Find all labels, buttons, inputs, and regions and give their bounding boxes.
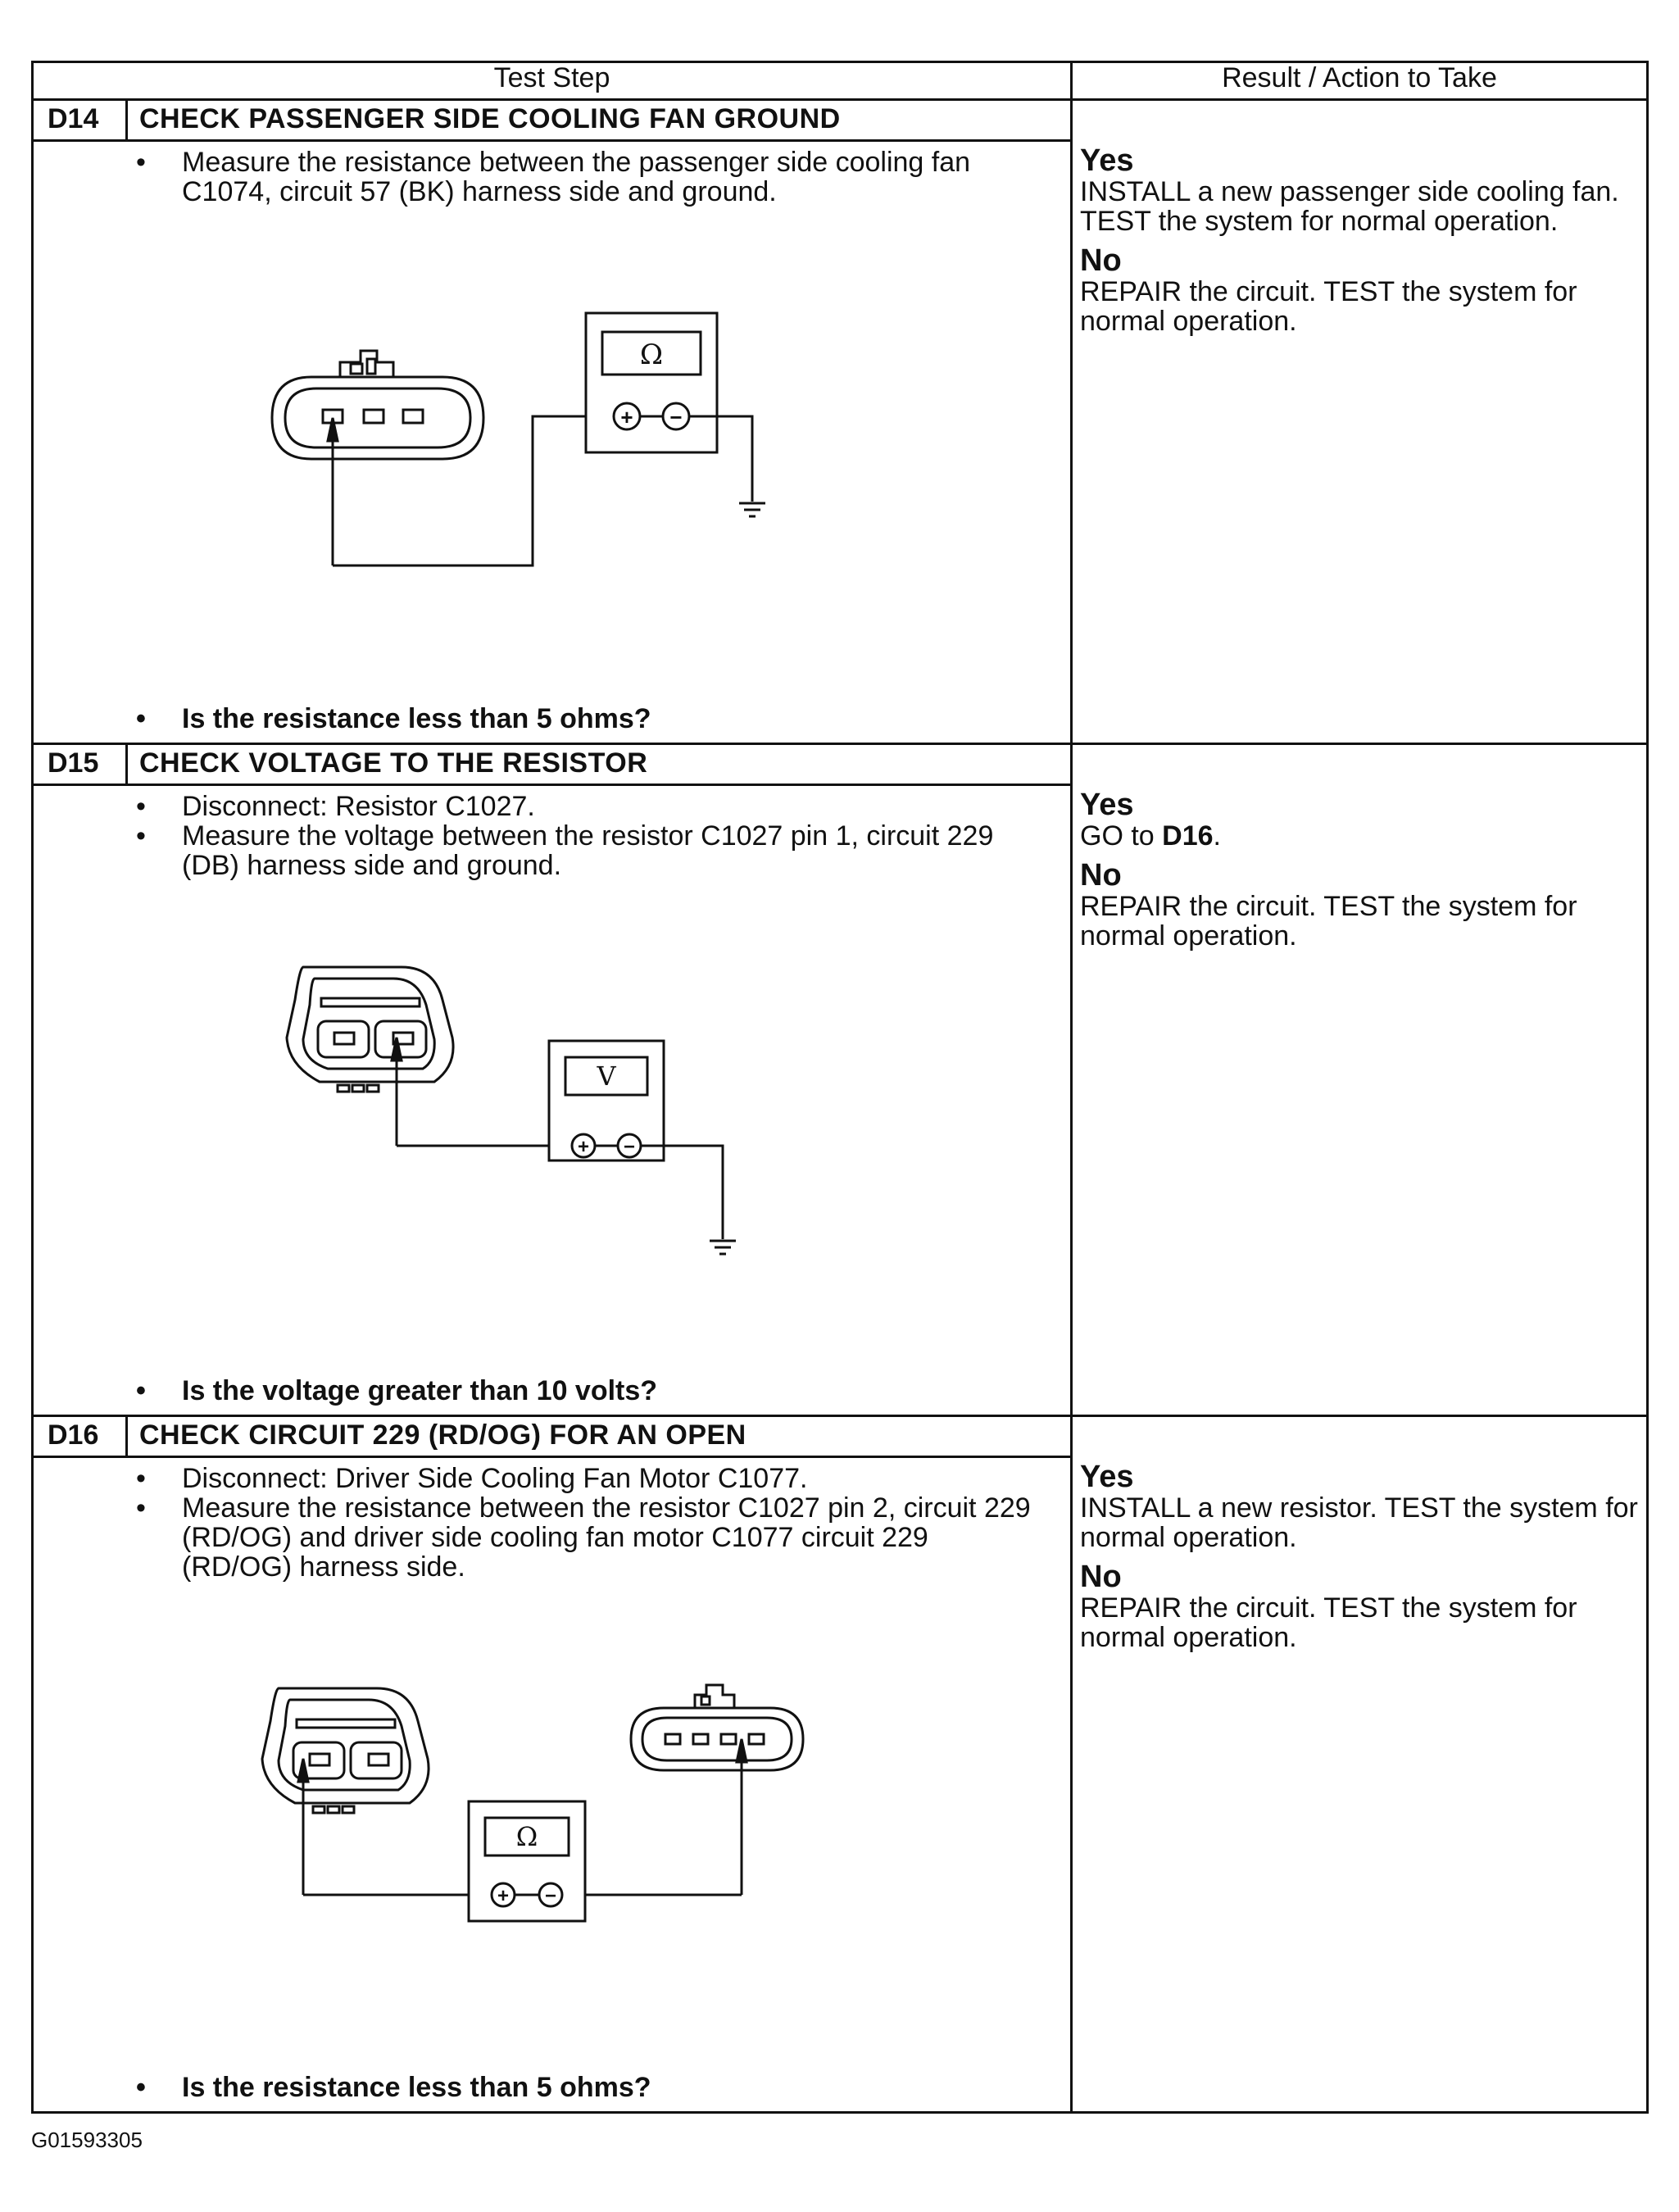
- yes-label: Yes: [1080, 143, 1134, 178]
- header-test-step: Test Step: [493, 62, 610, 93]
- yes-label: Yes: [1080, 788, 1134, 822]
- step-id-d15: D15: [48, 747, 99, 779]
- no-label: No: [1080, 1560, 1122, 1594]
- step-title-d16: CHECK CIRCUIT 229 (RD/OG) FOR AN OPEN: [139, 1419, 746, 1451]
- plus-terminal-label: +: [497, 1885, 510, 1907]
- instructions-d16: [136, 1464, 1046, 1582]
- minus-terminal-label: −: [544, 1885, 557, 1907]
- ohmmeter: [586, 313, 717, 452]
- d15-id-divider: [125, 743, 128, 785]
- result-d16: [1080, 1460, 1645, 1652]
- meter-symbol-d15: V: [597, 1061, 616, 1092]
- table-border-left: [31, 61, 34, 2114]
- no-action: REPAIR the circuit. TEST the system for normal operation.: [1080, 276, 1577, 337]
- ground-symbol: [739, 503, 765, 516]
- diagram-d16: [246, 1680, 836, 1959]
- instruction-item: • Measure the voltage between the resistor C1027 pin 1, circuit 229 (DB) harness side and ground.: [136, 821, 1046, 880]
- instruction-item: • Measure the resistance between the resistor C1027 pin 2, circuit 229 (RD/OG) and driver side cooling fan motor C1077 circuit 229 (RD/OG) harness side.: [136, 1493, 1046, 1582]
- instructions-d15: [136, 792, 1046, 880]
- question-d14: • Is the resistance less than 5 ohms?: [136, 703, 651, 735]
- meter-symbol-d16: Ω: [515, 1821, 538, 1852]
- instruction-item: • Measure the resistance between the passenger side cooling fan C1074, circuit 57 (BK) harness side and ground.: [136, 148, 1046, 207]
- yes-action: [1080, 821, 1637, 851]
- result-d14: [1080, 144, 1637, 336]
- table-border-right: [1646, 61, 1649, 2114]
- question-d16: • Is the resistance less than 5 ohms?: [136, 2072, 651, 2104]
- goto-ref: D16: [1162, 820, 1214, 852]
- connector-c1027: [262, 1688, 429, 1813]
- step-id-d14: D14: [48, 103, 99, 134]
- d15-title-divider: [31, 784, 1072, 786]
- step-title-d14: CHECK PASSENGER SIDE COOLING FAN GROUND: [139, 103, 841, 134]
- no-label: No: [1080, 858, 1122, 893]
- plus-terminal-label: +: [577, 1136, 590, 1158]
- d14-d15-divider: [31, 743, 1649, 745]
- d14-title-divider: [31, 139, 1072, 142]
- meter-symbol-d14: Ω: [639, 338, 664, 371]
- yes-action: INSTALL a new passenger side cooling fan. TEST the system for normal operation.: [1080, 176, 1619, 237]
- table-border-bottom: [31, 2111, 1649, 2114]
- probe-arrow: [298, 1759, 308, 1895]
- yes-action-suffix: .: [1213, 820, 1221, 852]
- connector-c1074: [272, 351, 483, 459]
- d16-title-divider: [31, 1456, 1072, 1458]
- d14-id-divider: [125, 98, 128, 141]
- probe-arrow: [392, 1038, 402, 1146]
- instruction-item: • Disconnect: Resistor C1027.: [136, 792, 1046, 821]
- figure-id: G01593305: [31, 2128, 143, 2152]
- yes-action: INSTALL a new resistor. TEST the system for normal operation.: [1080, 1492, 1638, 1553]
- voltmeter: [549, 1041, 664, 1161]
- ohmmeter: [469, 1801, 585, 1921]
- step-title-d15: CHECK VOLTAGE TO THE RESISTOR: [139, 747, 648, 779]
- probe-arrow: [737, 1739, 746, 1895]
- connector-c1027: [287, 967, 453, 1092]
- step-id-d16: D16: [48, 1419, 99, 1451]
- plus-terminal-label: +: [620, 405, 633, 429]
- connector-c1077: [631, 1685, 803, 1770]
- minus-terminal-label: −: [669, 405, 683, 429]
- diagram-d15: [270, 959, 762, 1287]
- d16-id-divider: [125, 1415, 128, 1457]
- header-divider: [31, 98, 1649, 101]
- minus-terminal-label: −: [623, 1136, 636, 1158]
- d15-d16-divider: [31, 1415, 1649, 1417]
- ground-symbol: [710, 1241, 736, 1254]
- instructions-d14: [136, 148, 1046, 207]
- test-lead-positive: [333, 416, 586, 565]
- column-divider: [1070, 61, 1073, 2114]
- instruction-item: • Disconnect: Driver Side Cooling Fan Motor C1077.: [136, 1464, 1046, 1493]
- no-action: REPAIR the circuit. TEST the system for normal operation.: [1080, 1592, 1577, 1653]
- header-result-action: Result / Action to Take: [1222, 62, 1497, 93]
- yes-label: Yes: [1080, 1460, 1134, 1494]
- probe-arrow: [328, 418, 338, 565]
- no-label: No: [1080, 243, 1122, 278]
- diagram-d14: [262, 303, 803, 582]
- yes-action-prefix: GO to: [1080, 820, 1163, 852]
- result-d15: [1080, 788, 1637, 951]
- question-d15: • Is the voltage greater than 10 volts?: [136, 1375, 657, 1407]
- no-action: REPAIR the circuit. TEST the system for normal operation.: [1080, 891, 1577, 952]
